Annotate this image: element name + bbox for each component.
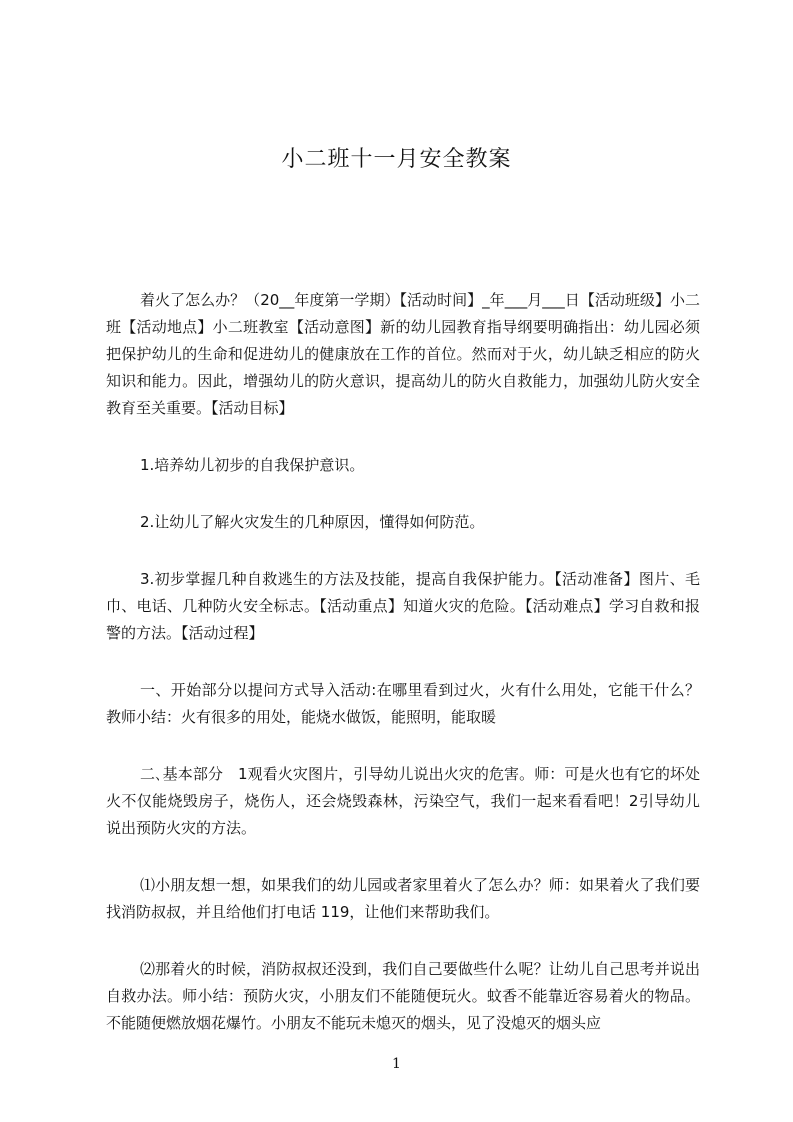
paragraph-goal-3: 3.初步掌握几种自救逃生的方法及技能，提高自我保护能力。【活动准备】图片、毛巾、电话、几种防火安全标志。【活动重点】知道火灾的危险。【活动难点】学习自救和报警的方法。【活动过程】 (106, 570, 700, 642)
paragraph-step-2: ⑵那着火的时候，消防叔叔还没到，我们自己要做些什么呢？让幼儿自己思考并说出自救办法。师小结：预防火灾，小朋友们不能随便玩火。蚊香不能靠近容易着火的物品。不能随便燃放烟花爆竹。小朋友不能玩未熄灭的烟头，见了没熄灭的烟头应 (106, 960, 700, 1032)
paragraph-goal-1: 1.培养幼儿初步的自我保护意识。 (140, 456, 365, 474)
document-body (106, 287, 700, 1067)
paragraph-intro: 着火了怎么办？（20__年度第一学期）【活动时间】_年___月___日【活动班级】小二班【活动地点】小二班教室【活动意图】新的幼儿园教育指导纲要明确指出：幼儿园必须把保护幼儿的生命和促进幼儿的健康放在工作的首位。然而对于火，幼儿缺乏相应的防火知识和能力。因此，增强幼儿的防火意识，提高幼儿的防火自救能力，加强幼儿防火安全教育至关重要。【活动目标】 (106, 291, 700, 417)
paragraph-part-1: 一、开始部分以提问方式导入活动:在哪里看到过火，火有什么用处，它能干什么？教师小结：火有很多的用处，能烧水做饭，能照明，能取暖 (106, 681, 700, 726)
paragraph-step-1: ⑴小朋友想一想，如果我们的幼儿园或者家里着火了怎么办？师：如果着火了我们要找消防叔叔，并且给他们打电话 119，让他们来帮助我们。 (106, 876, 700, 921)
paragraph-goal-2: 2.让幼儿了解火灾发生的几种原因，懂得如何防范。 (140, 513, 485, 531)
page-number: 1 (392, 1056, 401, 1072)
document-title: 小二班十一月安全教案 (281, 147, 512, 172)
paragraph-part-2: 二､基本部分 1观看火灾图片，引导幼儿说出火灾的危害。师：可是火也有它的坏处火不仅能烧毁房子，烧伤人，还会烧毁森林，污染空气，我们一起来看看吧！2引导幼儿说出预防火灾的方法。 (106, 765, 700, 837)
